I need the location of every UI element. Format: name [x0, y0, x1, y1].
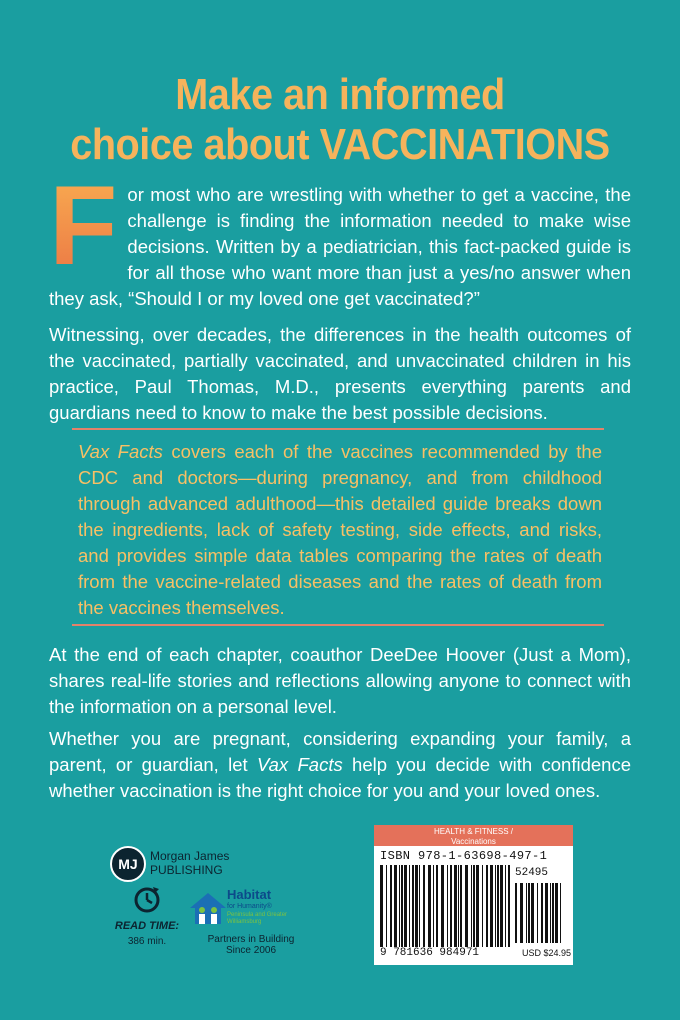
isbn-text: ISBN 978-1-63698-497-1	[380, 849, 548, 863]
closing-text-before: Whether you are pregnant, considering expanding your family, a parent, or guardian, let	[49, 728, 631, 775]
read-time-badge	[112, 885, 182, 947]
price: USD $24.95	[522, 948, 572, 958]
intro-paragraph	[49, 163, 631, 312]
barcode-addon-number: 52495	[515, 867, 549, 879]
habitat-partners	[201, 934, 301, 956]
clock-icon	[133, 885, 161, 913]
publisher-name-line-1: Morgan James	[150, 849, 230, 863]
barcode-addon-bars	[515, 883, 565, 943]
callout-text: covers each of the vaccines recommended by the CDC and doctors—during pregnancy, and from childhood through advanced adulthood—this detailed guide breaks down the ingredients, lack of safety testing, side effects, and risks, and provides simple data tables comparing the rates of death from the vaccine-related diseases and the rates of death from the vaccines themselves.	[78, 441, 602, 618]
read-time-minutes: 386 min.	[127, 936, 167, 947]
barcode-box	[374, 825, 573, 965]
publisher-logo	[110, 846, 260, 882]
habitat-logo	[183, 888, 313, 958]
callout-top-rule	[72, 428, 604, 430]
callout-paragraph	[78, 439, 602, 621]
barcode-number: 9 781636 984971	[380, 947, 480, 959]
habitat-affiliate: Peninsula and Greater Williamsburg	[227, 912, 288, 925]
paragraph-coauthor: At the end of each chapter, coauthor DeeDee Hoover (Just a Mom), shares real-life stories and reflections allowing anyone to connect with the information on a personal level.	[49, 644, 631, 717]
partners-line-2: Since 2006	[225, 945, 277, 956]
headline-line-2: choice about VACCINATIONS	[70, 120, 610, 169]
drop-cap: F	[49, 163, 118, 288]
paragraph-closing	[49, 726, 631, 804]
intro-text: or most who are wrestling with whether to get a vaccine, the challenge is finding the information needed to make wise decisions. Written by a pediatrician, this fact-packed guide is for all those who want more than just a yes/no answer when they ask, “Should I or my loved one get vaccinated?”	[49, 184, 631, 309]
callout-book-title: Vax Facts	[78, 441, 163, 462]
partners-line-1: Partners in Building	[207, 934, 295, 945]
callout-bottom-rule	[72, 624, 604, 626]
read-time-label: READ TIME:	[114, 920, 180, 932]
paragraph-practice: Witnessing, over decades, the differences in the health outcomes of the vaccinated, partially vaccinated, and unvaccinated children in his practice, Paul Thomas, M.D., presents everything parents and guardians need to know to make the best possible decisions.	[49, 324, 631, 423]
closing-book-title: Vax Facts	[256, 754, 343, 775]
publisher-name-line-2: PUBLISHING	[150, 863, 223, 877]
publisher-name	[150, 849, 229, 877]
closing-text-after: help you decide with confidence whether vaccination is the right choice for you and your loved ones.	[49, 754, 631, 801]
barcode-bars	[380, 865, 512, 947]
category-line-1: HEALTH & FITNESS /	[434, 827, 513, 836]
habitat-subname: for Humanity®	[227, 903, 272, 910]
category-line-2: Vaccinations	[451, 837, 496, 846]
habitat-house-icon	[188, 890, 228, 926]
headline	[0, 70, 680, 170]
headline-line-1: Make an informed	[175, 70, 505, 119]
category-band	[374, 825, 573, 846]
morgan-james-logo-icon: MJ	[110, 846, 146, 882]
habitat-name: Habitat	[227, 887, 272, 902]
